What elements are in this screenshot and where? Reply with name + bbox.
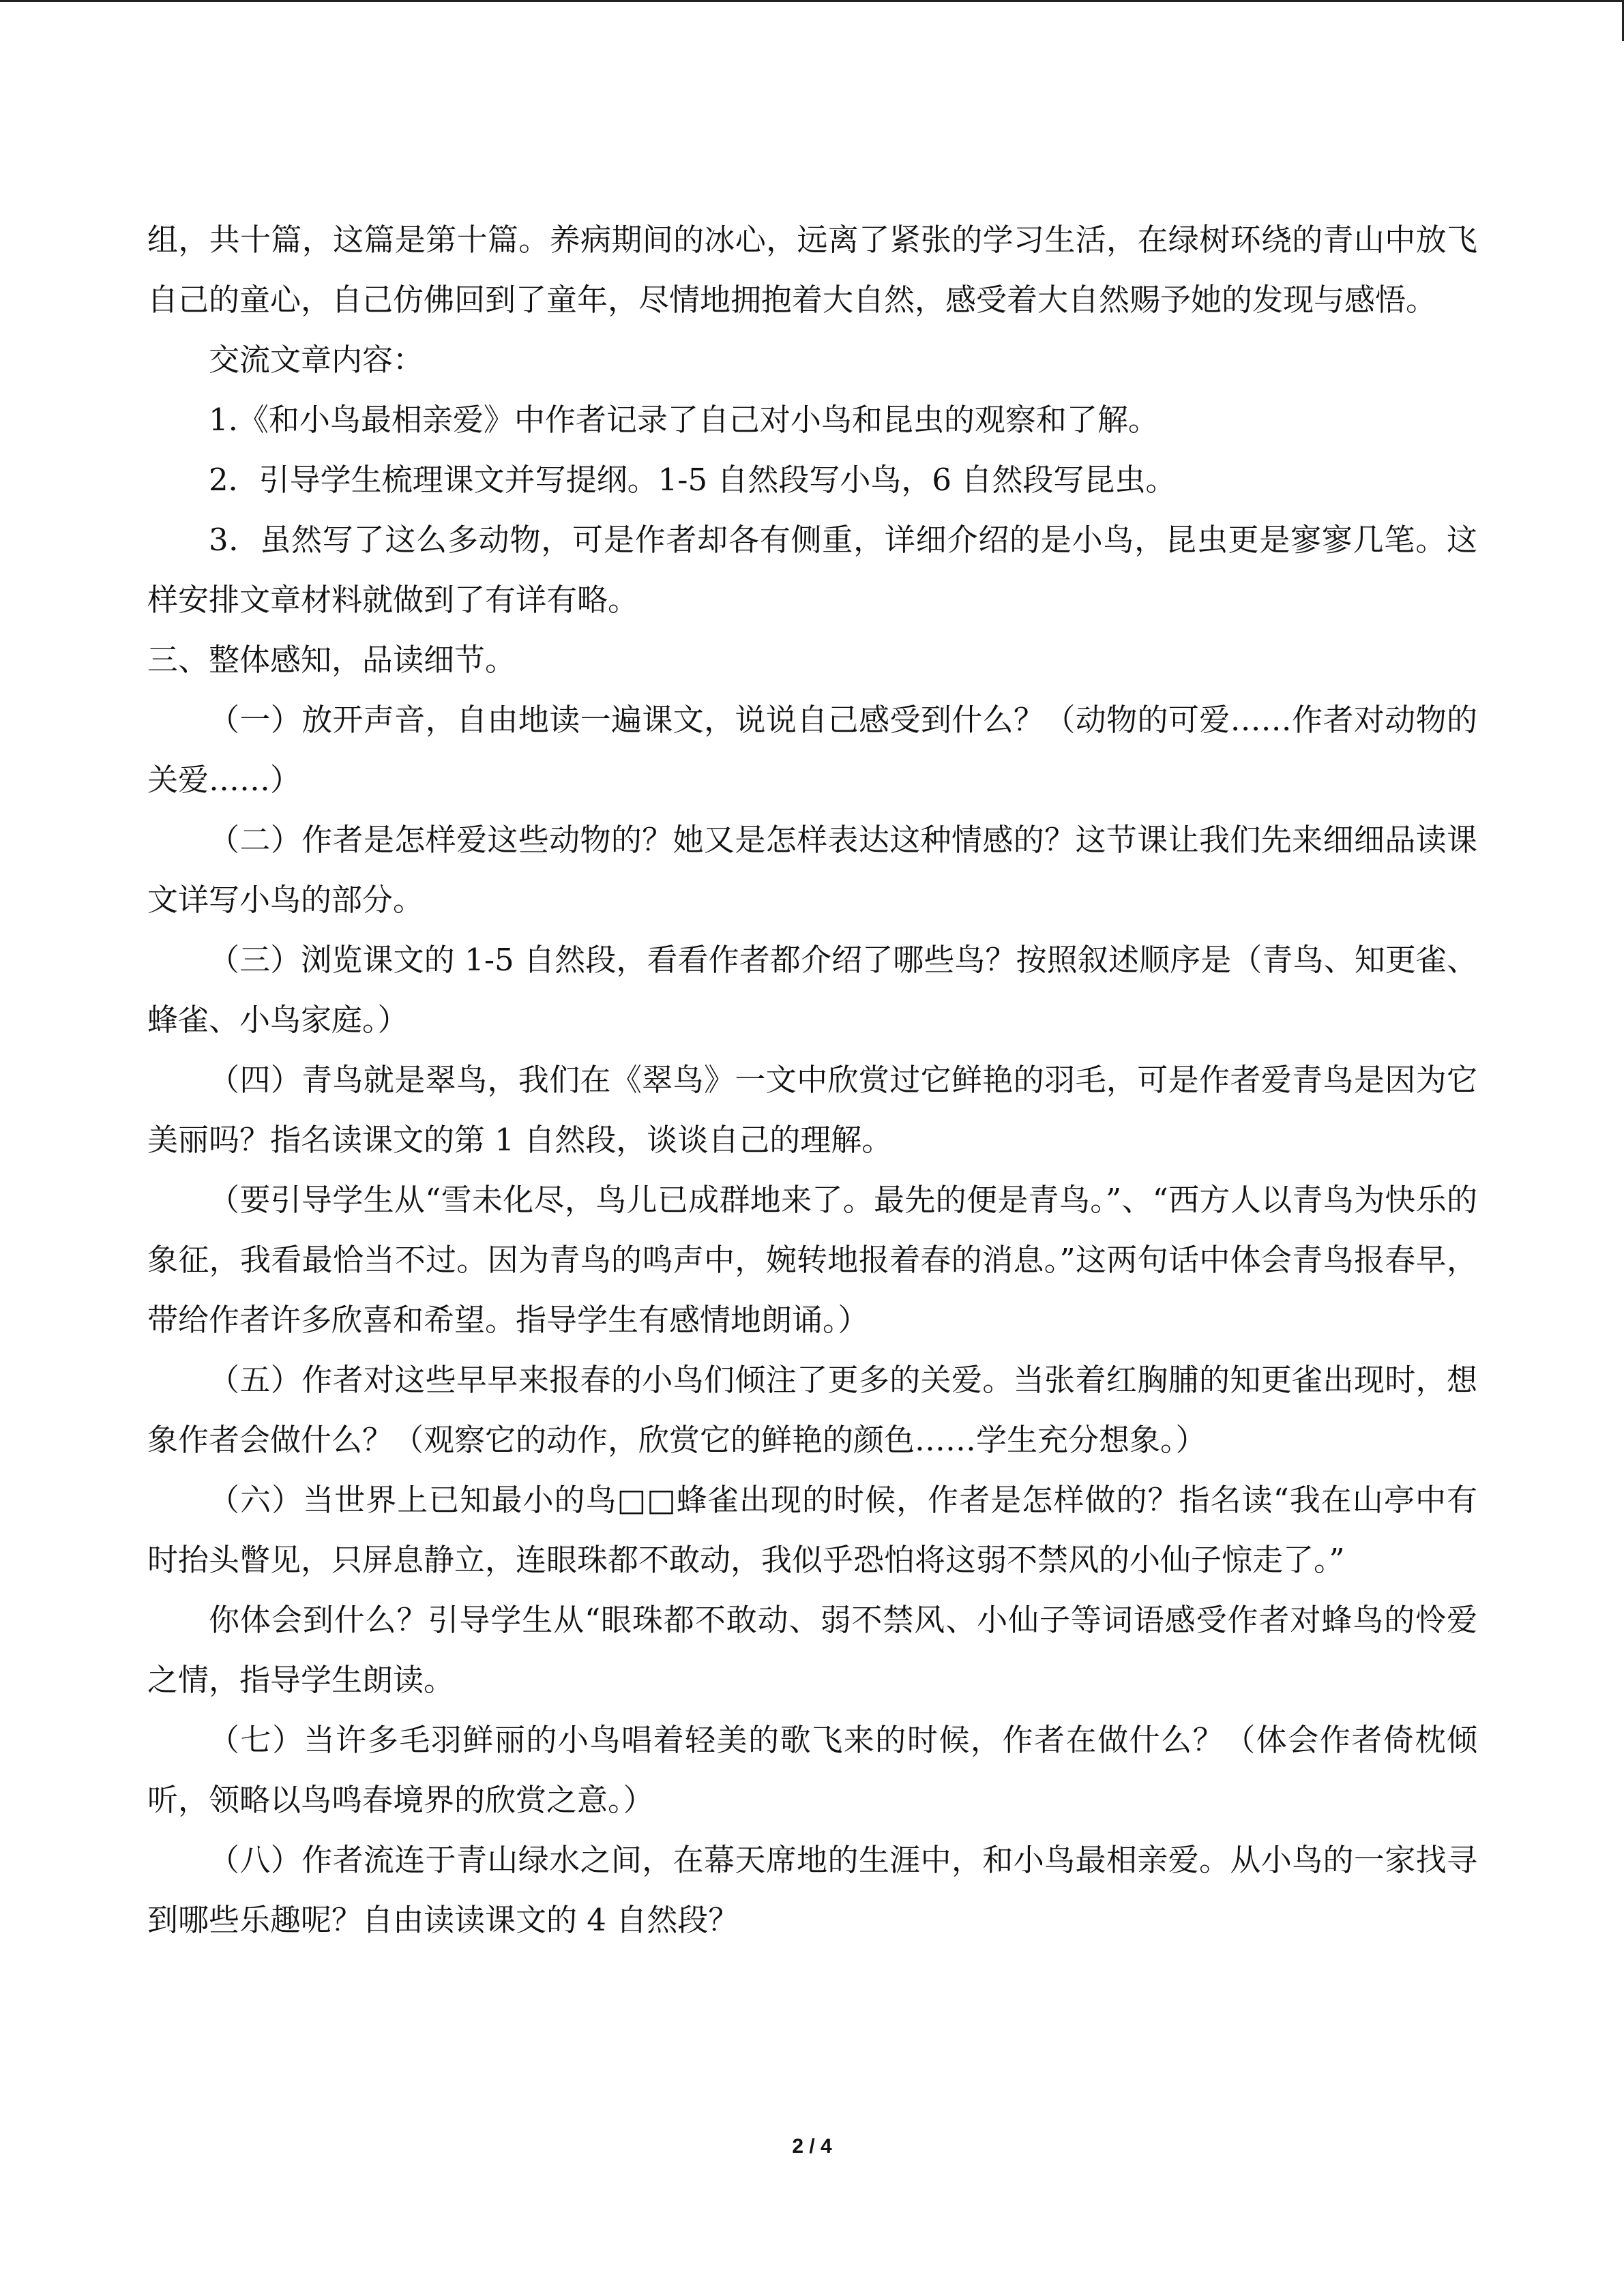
page-top-border xyxy=(0,0,1624,2)
paragraph-exchange-heading: 交流文章内容： xyxy=(209,342,424,378)
paragraph-step-8: （八）作者流连于青山绿水之间，在幕天席地的生涯中，和小鸟最相亲爱。从小鸟的一家找寻到哪些乐趣呢？自由读读课文的 4 自然段？ xyxy=(147,1842,1477,1938)
paragraph-step-4-guidance: （要引导学生从“雪未化尽，鸟儿已成群地来了。最先的便是青鸟。”、“西方人以青鸟为快乐的象征，我看最恰当不过。因为青鸟的鸣声中，婉转地报着春的消息。”这两句话中体会青鸟报春早，带给作者许多欣喜和希望。指导学生有感情地朗诵。） xyxy=(147,1182,1477,1338)
paragraph-point-3: 3．虽然写了这么多动物，可是作者却各有侧重，详细介绍的是小鸟，昆虫更是寥寥几笔。这样安排文章材料就做到了有详有略。 xyxy=(147,522,1477,618)
paragraph-step-6-guidance: 你体会到什么？引导学生从“眼珠都不敢动、弱不禁风、小仙子等词语感受作者对蜂鸟的怜爱之情，指导学生朗读。 xyxy=(147,1602,1477,1698)
section-heading-3: 三、整体感知，品读细节。 xyxy=(147,642,516,678)
paragraph-point-2: 2．引导学生梳理课文并写提纲。1-5 自然段写小鸟，6 自然段写昆虫。 xyxy=(209,462,1177,498)
paragraph-intro-continued: 组，共十篇，这篇是第十篇。养病期间的冰心，远离了紧张的学习生活，在绿树环绕的青山中放飞自己的童心，自己仿佛回到了童年，尽情地拥抱着大自然，感受着大自然赐予她的发现与感悟。 xyxy=(147,222,1477,318)
paragraph-step-5: （五）作者对这些早早来报春的小鸟们倾注了更多的关爱。当张着红胸脯的知更雀出现时，想象作者会做什么？（观察它的动作，欣赏它的鲜艳的颜色……学生充分想象。） xyxy=(147,1362,1477,1458)
paragraph-step-6: （六）当世界上已知最小的鸟□□蜂雀出现的时候，作者是怎样做的？指名读“我在山亭中有时抬头瞥见，只屏息静立，连眼珠都不敢动，我似乎恐怕将这弱不禁风的小仙子惊走了。” xyxy=(147,1482,1477,1578)
paragraph-step-1: （一）放开声音，自由地读一遍课文，说说自己感受到什么？（动物的可爱……作者对动物的关爱……） xyxy=(147,702,1477,798)
paragraph-point-1: 1.《和小鸟最相亲爱》中作者记录了自己对小鸟和昆虫的观察和了解。 xyxy=(209,402,1159,438)
paragraph-step-7: （七）当许多毛羽鲜丽的小鸟唱着轻美的歌飞来的时候，作者在做什么？（体会作者倚枕倾听，领略以鸟鸣春境界的欣赏之意。） xyxy=(147,1722,1477,1818)
page-number: 2 / 4 xyxy=(792,2135,832,2158)
paragraph-step-2: （二）作者是怎样爱这些动物的？她又是怎样表达这种情感的？这节课让我们先来细细品读课文详写小鸟的部分。 xyxy=(147,822,1477,918)
document-body xyxy=(147,210,1477,1950)
paragraph-step-4: （四）青鸟就是翠鸟，我们在《翠鸟》一文中欣赏过它鲜艳的羽毛，可是作者爱青鸟是因为它美丽吗？指名读课文的第 1 自然段，谈谈自己的理解。 xyxy=(147,1062,1477,1158)
paragraph-step-3: （三）浏览课文的 1-5 自然段，看看作者都介绍了哪些鸟？按照叙述顺序是（青鸟、知更雀、蜂雀、小鸟家庭。） xyxy=(147,942,1477,1038)
